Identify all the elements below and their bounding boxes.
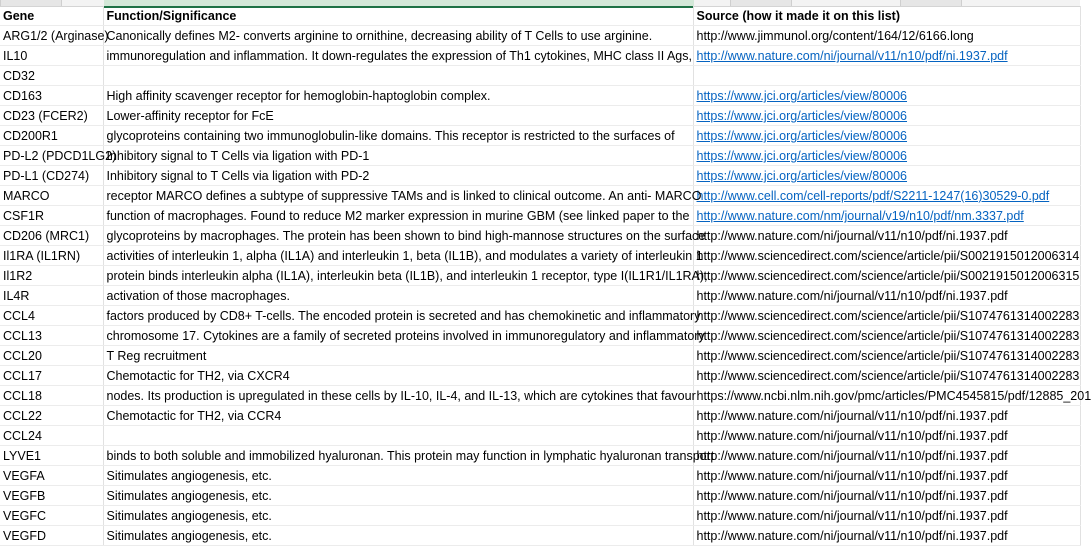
- source-cell[interactable]: [693, 286, 1080, 306]
- source-text: http://www.sciencedirect.com/science/article/pii/S1074761314002283: [697, 309, 1080, 323]
- source-cell[interactable]: [693, 46, 1080, 66]
- gene-cell[interactable]: CCL24: [0, 426, 103, 446]
- table-row: [0, 46, 1080, 66]
- gene-cell[interactable]: CCL17: [0, 366, 103, 386]
- source-text: http://www.nature.com/ni/journal/v11/n10/pdf/ni.1937.pdf: [697, 429, 1008, 443]
- function-cell[interactable]: [103, 186, 693, 206]
- source-text: http://www.sciencedirect.com/science/article/pii/S1074761314002283: [697, 329, 1080, 343]
- source-cell[interactable]: [693, 386, 1080, 406]
- gene-cell[interactable]: CCL22: [0, 406, 103, 426]
- table-row: [0, 366, 1080, 386]
- source-cell[interactable]: [693, 406, 1080, 426]
- function-text: activities of interleukin 1, alpha (IL1A) and interleukin 1, beta (IL1B), and modulates a variety of interleukin 1: [107, 249, 703, 263]
- source-text: http://www.nature.com/ni/journal/v11/n10/pdf/ni.1937.pdf: [697, 289, 1008, 303]
- source-text: http://www.sciencedirect.com/science/article/pii/S0021915012006315: [697, 269, 1080, 283]
- table-row: [0, 86, 1080, 106]
- source-cell[interactable]: [693, 186, 1080, 206]
- function-text: Sitimulates angiogenesis, etc.: [107, 529, 272, 543]
- source-cell[interactable]: [693, 306, 1080, 326]
- gene-cell[interactable]: PD-L2 (PDCD1LG2): [0, 146, 103, 166]
- gene-cell[interactable]: CD163: [0, 86, 103, 106]
- source-cell[interactable]: [693, 126, 1080, 146]
- gene-cell[interactable]: CCL13: [0, 326, 103, 346]
- source-link[interactable]: http://www.nature.com/nm/journal/v19/n10/pdf/nm.3337.pdf: [697, 209, 1024, 223]
- gene-cell[interactable]: MARCO: [0, 186, 103, 206]
- source-cell[interactable]: [693, 526, 1080, 546]
- source-cell[interactable]: [693, 66, 1080, 86]
- function-text: receptor MARCO defines a subtype of suppressive TAMs and is linked to clinical outcome. An anti- MARCO: [107, 189, 702, 203]
- source-link[interactable]: https://www.jci.org/articles/view/80006: [697, 169, 908, 183]
- table-row: [0, 446, 1080, 466]
- source-text: http://www.sciencedirect.com/science/article/pii/S1074761314002283: [697, 349, 1080, 363]
- table-row: [0, 186, 1080, 206]
- table-row: [0, 266, 1080, 286]
- table-row: [0, 426, 1080, 446]
- source-cell[interactable]: [693, 326, 1080, 346]
- source-cell[interactable]: [693, 146, 1080, 166]
- source-link[interactable]: http://www.nature.com/ni/journal/v11/n10/pdf/ni.1937.pdf: [697, 49, 1008, 63]
- header-cell-source[interactable]: Source (how it made it on this list): [693, 6, 1080, 26]
- function-cell[interactable]: [103, 326, 693, 346]
- function-text: immunoregulation and inflammation. It down-regulates the expression of Th1 cytokines, MHC class II Ags,: [107, 49, 692, 63]
- source-link[interactable]: https://www.jci.org/articles/view/80006: [697, 109, 908, 123]
- function-cell[interactable]: [103, 66, 693, 86]
- table-row: [0, 286, 1080, 306]
- source-text: http://www.jimmunol.org/content/164/12/6166.long: [697, 29, 974, 43]
- function-cell[interactable]: [103, 486, 693, 506]
- function-text: T Reg recruitment: [107, 349, 207, 363]
- function-cell[interactable]: [103, 146, 693, 166]
- function-cell[interactable]: [103, 46, 693, 66]
- function-text: function of macrophages. Found to reduce M2 marker expression in murine GBM (see linked paper to the: [107, 209, 690, 223]
- table-row: [0, 486, 1080, 506]
- function-cell[interactable]: [103, 286, 693, 306]
- source-text: http://www.sciencedirect.com/science/article/pii/S1074761314002283: [697, 369, 1080, 383]
- table-row: [0, 226, 1080, 246]
- gene-cell[interactable]: CCL18: [0, 386, 103, 406]
- table-row: [0, 246, 1080, 266]
- header-row: [0, 6, 1080, 26]
- gene-cell[interactable]: LYVE1: [0, 446, 103, 466]
- source-text: http://www.sciencedirect.com/science/article/pii/S0021915012006314: [697, 249, 1080, 263]
- function-cell[interactable]: [103, 206, 693, 226]
- source-cell[interactable]: [693, 226, 1080, 246]
- table-row: [0, 66, 1080, 86]
- source-text: http://www.nature.com/ni/journal/v11/n10/pdf/ni.1937.pdf: [697, 229, 1008, 243]
- gene-cell[interactable]: VEGFB: [0, 486, 103, 506]
- source-cell[interactable]: [693, 26, 1080, 46]
- gene-cell[interactable]: CCL4: [0, 306, 103, 326]
- source-cell[interactable]: [693, 466, 1080, 486]
- function-cell[interactable]: [103, 526, 693, 546]
- source-link[interactable]: https://www.jci.org/articles/view/80006: [697, 149, 908, 163]
- function-text: nodes. Its production is upregulated in these cells by IL-10, IL-4, and IL-13, which are cytokines that favour: [107, 389, 696, 403]
- table-row: [0, 166, 1080, 186]
- source-cell[interactable]: [693, 366, 1080, 386]
- function-cell[interactable]: [103, 446, 693, 466]
- function-text: Inhibitory signal to T Cells via ligation with PD-1: [107, 149, 370, 163]
- table-row: [0, 326, 1080, 346]
- function-text: Chemotactic for TH2, via CCR4: [107, 409, 282, 423]
- function-cell[interactable]: [103, 106, 693, 126]
- source-cell[interactable]: [693, 86, 1080, 106]
- function-cell[interactable]: [103, 26, 693, 46]
- gene-cell[interactable]: IL4R: [0, 286, 103, 306]
- source-cell[interactable]: [693, 426, 1080, 446]
- gene-cell[interactable]: VEGFC: [0, 506, 103, 526]
- source-text: https://www.ncbi.nlm.nih.gov/pmc/articles/PMC4545815/pdf/12885_201: [697, 389, 1091, 403]
- gene-cell[interactable]: IL10: [0, 46, 103, 66]
- table-row: [0, 126, 1080, 146]
- table-row: [0, 206, 1080, 226]
- source-cell[interactable]: [693, 506, 1080, 526]
- source-cell[interactable]: [693, 106, 1080, 126]
- function-text: chromosome 17. Cytokines are a family of secreted proteins involved in immunoregulatory and inflammatory: [107, 329, 705, 343]
- gene-cell[interactable]: VEGFD: [0, 526, 103, 546]
- function-cell[interactable]: [103, 466, 693, 486]
- function-text: Lower-affinity receptor for FcE: [107, 109, 274, 123]
- spreadsheet-grid: [0, 6, 1081, 546]
- source-cell[interactable]: [693, 486, 1080, 506]
- function-text: Sitimulates angiogenesis, etc.: [107, 489, 272, 503]
- function-cell[interactable]: [103, 126, 693, 146]
- function-text: Sitimulates angiogenesis, etc.: [107, 469, 272, 483]
- source-link[interactable]: https://www.jci.org/articles/view/80006: [697, 129, 908, 143]
- source-cell[interactable]: [693, 206, 1080, 226]
- table-row: [0, 466, 1080, 486]
- table-row: [0, 146, 1080, 166]
- source-cell[interactable]: [693, 446, 1080, 466]
- table-row: [0, 406, 1080, 426]
- table-row: [0, 106, 1080, 126]
- table-row: [0, 306, 1080, 326]
- header-cell-function[interactable]: Function/Significance: [103, 6, 693, 26]
- function-text: binds to both soluble and immobilized hyaluronan. This protein may function in lymphatic hyaluronan transport: [107, 449, 715, 463]
- gene-cell[interactable]: CD23 (FCER2): [0, 106, 103, 126]
- function-cell[interactable]: [103, 346, 693, 366]
- function-text: activation of those macrophages.: [107, 289, 290, 303]
- source-text: http://www.nature.com/ni/journal/v11/n10/pdf/ni.1937.pdf: [697, 509, 1008, 523]
- source-cell[interactable]: [693, 266, 1080, 286]
- source-text: http://www.nature.com/ni/journal/v11/n10/pdf/ni.1937.pdf: [697, 449, 1008, 463]
- function-cell[interactable]: [103, 406, 693, 426]
- function-cell[interactable]: [103, 386, 693, 406]
- table-row: [0, 346, 1080, 366]
- function-text: glycoproteins containing two immunoglobulin-like domains. This receptor is restricted to the surfaces of: [107, 129, 675, 143]
- table-row: [0, 26, 1080, 46]
- function-text: High affinity scavenger receptor for hemoglobin-haptoglobin complex.: [107, 89, 491, 103]
- source-text: http://www.nature.com/ni/journal/v11/n10/pdf/ni.1937.pdf: [697, 409, 1008, 423]
- source-text: http://www.nature.com/ni/journal/v11/n10/pdf/ni.1937.pdf: [697, 529, 1008, 543]
- function-cell[interactable]: [103, 86, 693, 106]
- function-text: Inhibitory signal to T Cells via ligation with PD-2: [107, 169, 370, 183]
- gene-cell[interactable]: VEGFA: [0, 466, 103, 486]
- source-text: http://www.nature.com/ni/journal/v11/n10/pdf/ni.1937.pdf: [697, 469, 1008, 483]
- source-text: http://www.nature.com/ni/journal/v11/n10/pdf/ni.1937.pdf: [697, 489, 1008, 503]
- function-cell[interactable]: [103, 306, 693, 326]
- gene-cell[interactable]: Il1R2: [0, 266, 103, 286]
- source-cell[interactable]: [693, 246, 1080, 266]
- function-cell[interactable]: [103, 166, 693, 186]
- function-text: Chemotactic for TH2, via CXCR4: [107, 369, 290, 383]
- table-row: [0, 506, 1080, 526]
- function-cell[interactable]: [103, 266, 693, 286]
- source-cell[interactable]: [693, 166, 1080, 186]
- function-cell[interactable]: [103, 246, 693, 266]
- gene-cell[interactable]: Il1RA (IL1RN): [0, 246, 103, 266]
- function-cell[interactable]: [103, 226, 693, 246]
- table-row: [0, 386, 1080, 406]
- source-cell[interactable]: [693, 346, 1080, 366]
- gene-cell[interactable]: CD200R1: [0, 126, 103, 146]
- gene-cell[interactable]: CCL20: [0, 346, 103, 366]
- function-cell[interactable]: [103, 366, 693, 386]
- source-link[interactable]: http://www.cell.com/cell-reports/pdf/S2211-1247(16)30529-0.pdf: [697, 189, 1050, 203]
- gene-cell[interactable]: PD-L1 (CD274): [0, 166, 103, 186]
- function-text: Sitimulates angiogenesis, etc.: [107, 509, 272, 523]
- table-row: [0, 526, 1080, 546]
- gene-cell[interactable]: CSF1R: [0, 206, 103, 226]
- function-text: protein binds interleukin alpha (IL1A), interleukin beta (IL1B), and interleukin 1 receptor, type I(IL1R1/IL1RA),: [107, 269, 708, 283]
- function-cell[interactable]: [103, 506, 693, 526]
- function-text: factors produced by CD8+ T-cells. The encoded protein is secreted and has chemokinetic and inflammatory: [107, 309, 701, 323]
- function-text: Canonically defines M2- converts arginine to ornithine, decreasing ability of T Cells to use arginine.: [107, 29, 653, 43]
- gene-cell[interactable]: ARG1/2 (Arginase): [0, 26, 103, 46]
- source-link[interactable]: https://www.jci.org/articles/view/80006: [697, 89, 908, 103]
- header-cell-gene[interactable]: Gene: [0, 6, 103, 26]
- function-cell[interactable]: [103, 426, 693, 446]
- gene-cell[interactable]: CD32: [0, 66, 103, 86]
- function-text: glycoproteins by macrophages. The protein has been shown to bind high-mannose structures on the surface: [107, 229, 706, 243]
- gene-cell[interactable]: CD206 (MRC1): [0, 226, 103, 246]
